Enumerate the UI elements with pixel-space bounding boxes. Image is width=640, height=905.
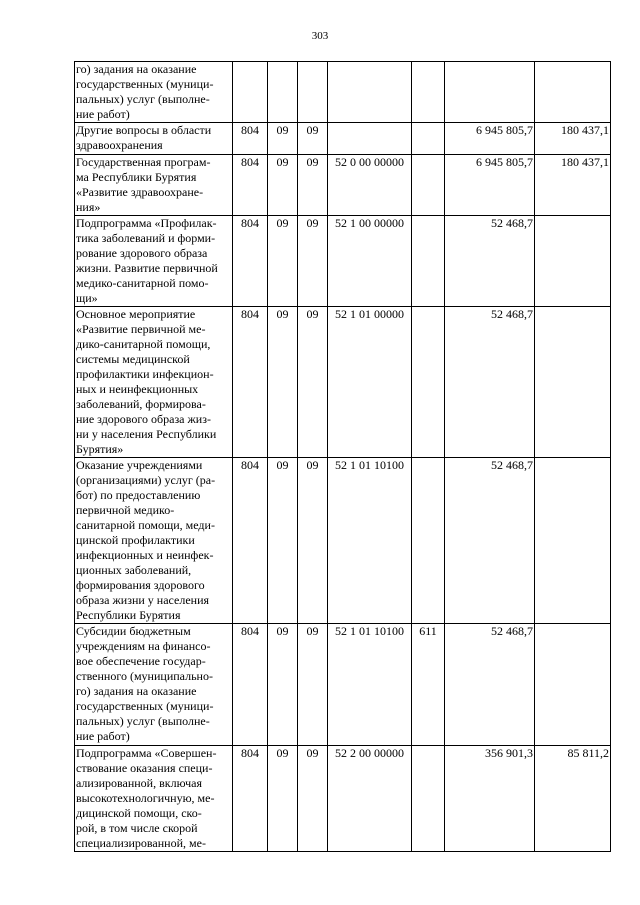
target-code: 52 1 01 10100 <box>328 458 412 624</box>
row-name: Государственная програм- ма Республики Бурятия «Развитие здравоохране- ния» <box>75 155 233 216</box>
admin-code: 804 <box>233 216 268 307</box>
subsection-code: 09 <box>298 155 328 216</box>
sum-2: 180 437,1 <box>535 123 611 155</box>
sum-2 <box>535 458 611 624</box>
sum-2 <box>535 62 611 123</box>
subsection-code: 09 <box>298 746 328 852</box>
subsection-code <box>298 62 328 123</box>
admin-code: 804 <box>233 155 268 216</box>
expense-type <box>412 62 445 123</box>
subsection-code: 09 <box>298 624 328 746</box>
table-row <box>75 746 611 852</box>
table-row <box>75 155 611 216</box>
subsection-code: 09 <box>298 216 328 307</box>
table-row <box>75 216 611 307</box>
sum-2 <box>535 624 611 746</box>
sum-1: 52 468,7 <box>445 458 535 624</box>
section-code: 09 <box>268 307 298 458</box>
admin-code: 804 <box>233 624 268 746</box>
row-name: Подпрограмма «Совершен- ствование оказания специ- ализированной, включая высокотехнологичную, ме- дицинской помощи, ско- рой, в том числе скорой специализированной, ме- <box>75 746 233 852</box>
target-code: 52 2 00 00000 <box>328 746 412 852</box>
expense-type <box>412 746 445 852</box>
row-name: Оказание учреждениями (организациями) услуг (ра- бот) по предоставлению первичной медико- санитарной помощи, меди- цинской профилактики инфекционных и неинфек- ционных заболеваний, формирования здорового образа жизни у населения Республики Бурятия <box>75 458 233 624</box>
expense-type <box>412 155 445 216</box>
table-row <box>75 62 611 123</box>
table-row <box>75 624 611 746</box>
sum-2 <box>535 216 611 307</box>
admin-code: 804 <box>233 307 268 458</box>
admin-code: 804 <box>233 746 268 852</box>
sum-1: 6 945 805,7 <box>445 123 535 155</box>
expense-type: 611 <box>412 624 445 746</box>
subsection-code: 09 <box>298 307 328 458</box>
expense-type <box>412 307 445 458</box>
sum-1: 52 468,7 <box>445 624 535 746</box>
sum-1: 52 468,7 <box>445 216 535 307</box>
target-code: 52 0 00 00000 <box>328 155 412 216</box>
target-code: 52 1 01 00000 <box>328 307 412 458</box>
expense-type <box>412 216 445 307</box>
sum-1: 52 468,7 <box>445 307 535 458</box>
row-name: го) задания на оказание государственных (муници- пальных) услуг (выполне- ние работ) <box>75 62 233 123</box>
row-name: Основное мероприятие «Развитие первичной ме- дико-санитарной помощи, системы медицинской профилактики инфекцион- ных и неинфекционных заболеваний, формирова- ние здорового образа жиз- ни у населения Республики Бурятия» <box>75 307 233 458</box>
sum-1 <box>445 62 535 123</box>
sum-2: 85 811,2 <box>535 746 611 852</box>
sum-1: 356 901,3 <box>445 746 535 852</box>
row-name: Субсидии бюджетным учреждениям на финансо- вое обеспечение государ- ственного (муниципально- го) задания на оказание государственных (муници- пальных) услуг (выполне- ние работ) <box>75 624 233 746</box>
subsection-code: 09 <box>298 458 328 624</box>
sum-2 <box>535 307 611 458</box>
subsection-code: 09 <box>298 123 328 155</box>
page-number: 303 <box>311 30 329 42</box>
section-code: 09 <box>268 123 298 155</box>
target-code: 52 1 01 10100 <box>328 624 412 746</box>
row-name: Подпрограмма «Профилак- тика заболеваний и форми- рование здорового образа жизни. Развитие первичной медико-санитарной помо- щи» <box>75 216 233 307</box>
section-code <box>268 62 298 123</box>
target-code <box>328 62 412 123</box>
section-code: 09 <box>268 155 298 216</box>
admin-code: 804 <box>233 123 268 155</box>
table-row <box>75 458 611 624</box>
section-code: 09 <box>268 746 298 852</box>
row-name: Другие вопросы в области здравоохранения <box>75 123 233 155</box>
sum-1: 6 945 805,7 <box>445 155 535 216</box>
target-code: 52 1 00 00000 <box>328 216 412 307</box>
table-row <box>75 307 611 458</box>
target-code <box>328 123 412 155</box>
section-code: 09 <box>268 624 298 746</box>
sum-2: 180 437,1 <box>535 155 611 216</box>
expense-type <box>412 123 445 155</box>
admin-code <box>233 62 268 123</box>
admin-code: 804 <box>233 458 268 624</box>
section-code: 09 <box>268 216 298 307</box>
expense-type <box>412 458 445 624</box>
budget-table <box>74 61 611 852</box>
section-code: 09 <box>268 458 298 624</box>
table-row <box>75 123 611 155</box>
